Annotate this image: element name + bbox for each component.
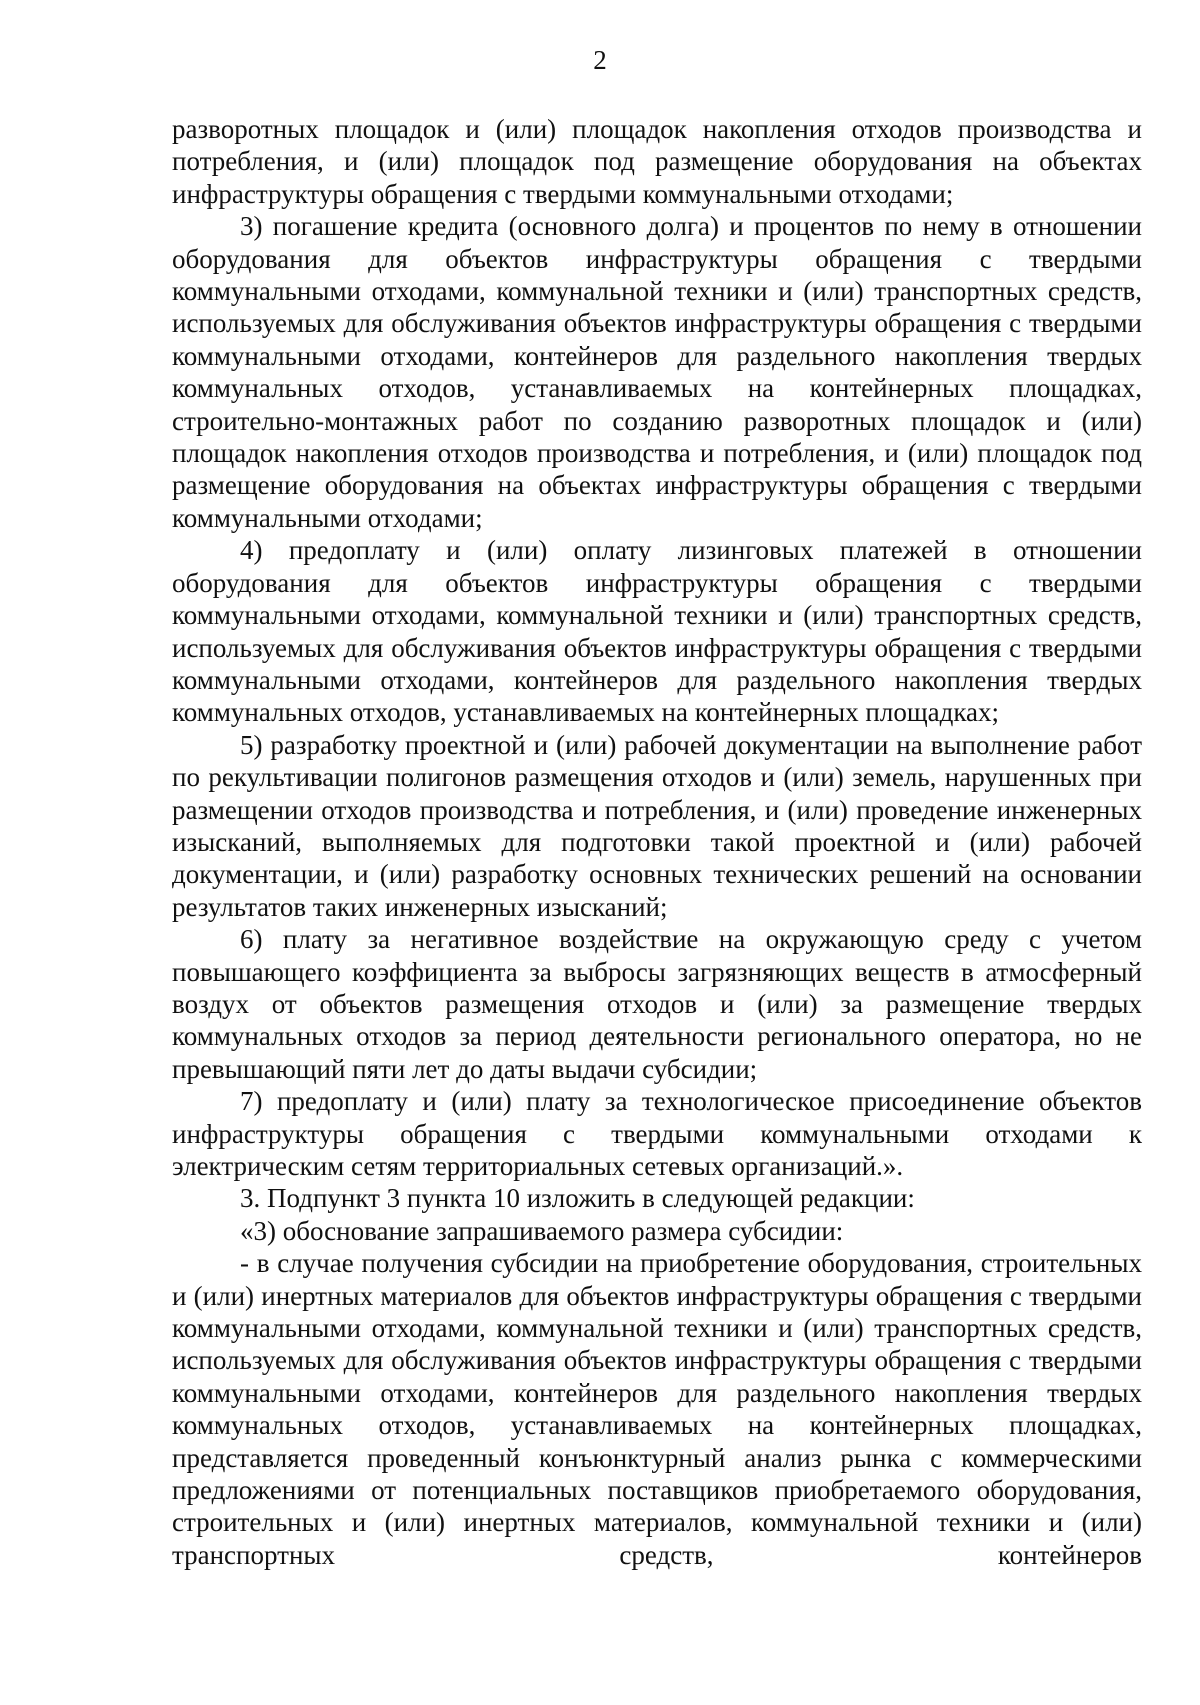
paragraph-item-4: 4) предоплату и (или) оплату лизинговых платежей в отношении оборудования для объектов инфраструктуры обращения с твердыми коммунальными отходами, коммунальной техники и (или) транспортных средств, используемых для обслуживания объектов инфраструктуры обращения с твердыми коммунальными отходами, контейнеров для раздельного накопления твердых коммунальных отходов, устанавливаемых на контейнерных площадках; (172, 535, 1142, 728)
paragraph-dash-item: - в случае получения субсидии на приобретение оборудования, строительных и (или) инертных материалов для объектов инфраструктуры обращения с твердыми коммунальными отходами, коммунальной техники и (или) транспортных средств, используемых для обслуживания объектов инфраструктуры обращения с твердыми коммунальными отходами, контейнеров для раздельного накопления твердых коммунальных отходов, устанавливаемых на контейнерных площадках, представляется проведенный конъюнктурный анализ рынка с коммерческими предложениями от потенциальных поставщиков приобретаемого оборудования, строительных и (или) инертных материалов, коммунальной техники и (или) транспортных средств, контейнеров (172, 1248, 1142, 1570)
paragraph-subclause-3: «3) обоснование запрашиваемого размера субсидии: (240, 1215, 844, 1246)
paragraph-continuation: разворотных площадок и (или) площадок накопления отходов производства и потребления, и (или) площадок под размещение оборудования на объектах инфраструктуры обращения с твердыми коммунальными отходами; (172, 114, 1142, 209)
paragraph-clause-3: 3. Подпункт 3 пункта 10 изложить в следующей редакции: (240, 1183, 915, 1214)
page-number: 2 (593, 45, 607, 75)
paragraph-item-3: 3) погашение кредита (основного долга) и процентов по нему в отношении оборудования для объектов инфраструктуры обращения с твердыми коммунальными отходами, коммунальной техники и (или) транспортных средств, используемых для обслуживания объектов инфраструктуры обращения с твердыми коммунальными отходами, контейнеров для раздельного накопления твердых коммунальных отходов, устанавливаемых на контейнерных площадках, строительно-монтажных работ по созданию разворотных площадок и (или) площадок накопления отходов производства и потребления, и (или) площадок под размещение оборудования на объектах инфраструктуры обращения с твердыми коммунальными отходами; (172, 211, 1142, 533)
paragraph-item-5: 5) разработку проектной и (или) рабочей документации на выполнение работ по рекультивации полигонов размещения отходов и (или) земель, нарушенных при размещении отходов производства и потребления, и (или) проведение инженерных изысканий, выполняемых для подготовки такой проектной и (или) рабочей документации, и (или) разработку основных технических решений на основании результатов таких инженерных изысканий; (172, 729, 1142, 922)
paragraph-item-6: 6) плату за негативное воздействие на окружающую среду с учетом повышающего коэффициента за выбросы загрязняющих веществ в атмосферный воздух от объектов размещения отходов и (или) за размещение твердых коммунальных отходов за период деятельности регионального оператора, но не превышающий пяти лет до даты выдачи субсидии; (172, 924, 1142, 1084)
document-body (172, 113, 1142, 1571)
paragraph-item-7: 7) предоплату и (или) плату за технологическое присоединение объектов инфраструктуры обращения с твердыми коммунальными отходами к электрическим сетям территориальных сетевых организаций.». (172, 1086, 1142, 1181)
